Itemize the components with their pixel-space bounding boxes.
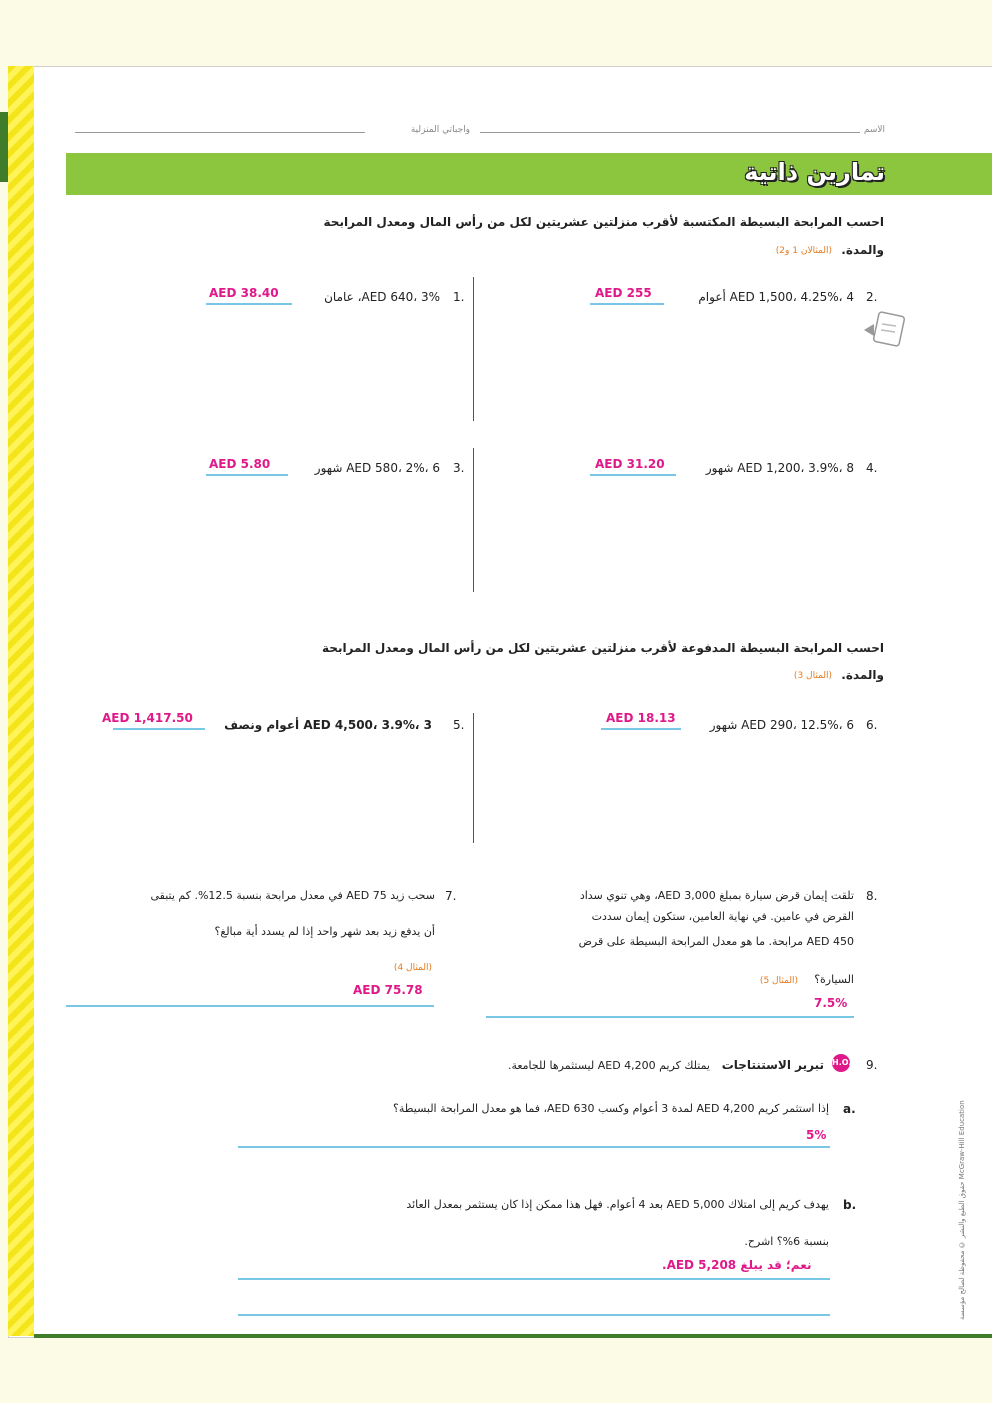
- exercise-8-line1: تلقت إيمان قرض سيارة بمبلغ AED 3,000، وهي تنوي سداد: [579, 889, 854, 902]
- exercise-2-number: 2.: [866, 290, 878, 304]
- exercise-9a-answer-line: [238, 1146, 830, 1148]
- exercise-7-answer: AED 75.78: [353, 983, 423, 997]
- section2-instruction: احسب المرابحة البسيطة المدفوعة لأقرب منزلتين عشريتين لكل من رأس المال ومعدل المرابحة: [322, 641, 884, 655]
- exercise-1-number: 1.: [453, 290, 465, 304]
- hot-badge: H.O.T.: [832, 1054, 850, 1072]
- exercise-2-answer-line: [590, 303, 664, 305]
- exercise-2-text: AED 1,500، 4.25%، 4 أعوام: [698, 290, 854, 304]
- exercise-3-answer-line: [206, 474, 288, 476]
- exercise-9-number: 9.: [866, 1058, 878, 1072]
- exercise-6-text: AED 290، 12.5%، 6 شهور: [709, 718, 854, 732]
- exercise-1-answer: AED 38.40: [209, 286, 279, 300]
- exercise-6-number: 6.: [866, 718, 878, 732]
- exercise-2-answer: AED 255: [595, 286, 652, 300]
- exercise-7-number: 7.: [445, 889, 457, 903]
- section2-instruction-2: والمدة.: [841, 668, 884, 682]
- exercise-5-answer-line: [113, 728, 205, 730]
- exercise-4-text: AED 1,200، 3.9%، 8 شهور: [705, 461, 854, 475]
- exercise-3-answer: AED 5.80: [209, 457, 271, 471]
- exercise-9b-answer-line-2: [238, 1314, 830, 1316]
- exercise-7-answer-line: [66, 1005, 434, 1007]
- column-divider-3: [473, 713, 474, 843]
- exercise-9b-line1: يهدف كريم إلى امتلاك AED 5,000 بعد 4 أعوام. فهل هذا ممكن إذا كان يستثمر بمعدل العائد: [406, 1198, 829, 1211]
- exercise-8-line3: AED 450 مرابحة. ما هو معدل المرابحة البسيطة على قرض: [578, 935, 854, 948]
- exercise-9-title: تبرير الاستنتاجات: [721, 1058, 824, 1072]
- exercise-4-answer-line: [590, 474, 676, 476]
- exercise-6-answer-line: [601, 728, 681, 730]
- exercise-5-text: AED 4,500، 3.9%، 3 أعوام ونصف: [224, 718, 432, 732]
- exercise-1-answer-line: [206, 303, 292, 305]
- exercise-8-line4: السيارة؟: [814, 973, 854, 986]
- bottom-rule: [34, 1334, 992, 1338]
- exercise-7-hint: (المثال 4): [393, 963, 432, 973]
- exercise-9a-text: إذا استثمر كريم AED 4,200 لمدة 3 أعوام وكسب AED 630، فما هو معدل المرابحة البسيطة؟: [392, 1102, 829, 1115]
- exercise-4-answer: AED 31.20: [595, 457, 665, 471]
- name-label: الاسم: [863, 125, 885, 135]
- exercise-8-answer: 7.5%: [814, 996, 848, 1010]
- exercise-9a-label: a.: [843, 1102, 856, 1116]
- exercise-5-number: 5.: [453, 718, 465, 732]
- exercise-9b-answer: نعم؛ قد يبلغ AED 5,208.: [662, 1258, 812, 1272]
- page-title: تمارين ذاتية: [744, 158, 885, 186]
- copyright-margin-text: حقوق الطبع والنشر © محفوظة لصالح مؤسسة McGraw-Hill Education: [958, 1100, 966, 1320]
- exercise-9a-answer: 5%: [806, 1128, 827, 1142]
- exercise-1-text: AED 640، 3%، عامان: [324, 290, 440, 304]
- section1-instruction-2: والمدة.: [841, 243, 884, 257]
- column-divider-2: [473, 448, 474, 592]
- exercise-8-line2: القرض في عامين. في نهاية العامين، ستكون إيمان سددت: [591, 910, 854, 923]
- exercise-3-number: 3.: [453, 461, 465, 475]
- section1-hint: (المثالان 1 و2): [775, 246, 832, 256]
- study-tip-icon: [862, 310, 908, 350]
- column-divider-1: [473, 277, 474, 421]
- homework-line: [75, 132, 365, 133]
- yellow-side-stripe: [8, 66, 34, 1336]
- exercise-4-number: 4.: [866, 461, 878, 475]
- exercise-8-answer-line: [486, 1016, 854, 1018]
- exercise-5-answer: AED 1,417.50: [102, 711, 193, 725]
- exercise-8-hint: (المثال 5): [759, 976, 798, 986]
- exercise-9b-line2: بنسبة 6%؟ اشرح.: [744, 1235, 829, 1248]
- exercise-3-text: AED 580، 2%، 6 شهور: [314, 461, 440, 475]
- exercise-7-line2: أن يدفع زيد بعد شهر واحد إذا لم يسدد أية مبالغ؟: [214, 925, 435, 938]
- section1-instruction: احسب المرابحة البسيطة المكتسبة لأقرب منزلتين عشريتين لكل من رأس المال ومعدل المرابحة: [323, 215, 884, 229]
- exercise-9-intro: يمتلك كريم AED 4,200 ليستثمرها للجامعة.: [507, 1059, 710, 1072]
- exercise-7-line1: سحب زيد AED 75 في معدل مرابحة بنسبة 12.5%. كم يتبقى: [150, 889, 435, 902]
- homework-label: واجباتي المنزلية: [410, 125, 470, 135]
- section2-hint: (المثال 3): [793, 671, 832, 681]
- exercise-8-number: 8.: [866, 889, 878, 903]
- exercise-6-answer: AED 18.13: [606, 711, 676, 725]
- name-line: [480, 132, 860, 133]
- exercise-9b-label: b.: [843, 1198, 857, 1212]
- exercise-9b-answer-line: [238, 1278, 830, 1280]
